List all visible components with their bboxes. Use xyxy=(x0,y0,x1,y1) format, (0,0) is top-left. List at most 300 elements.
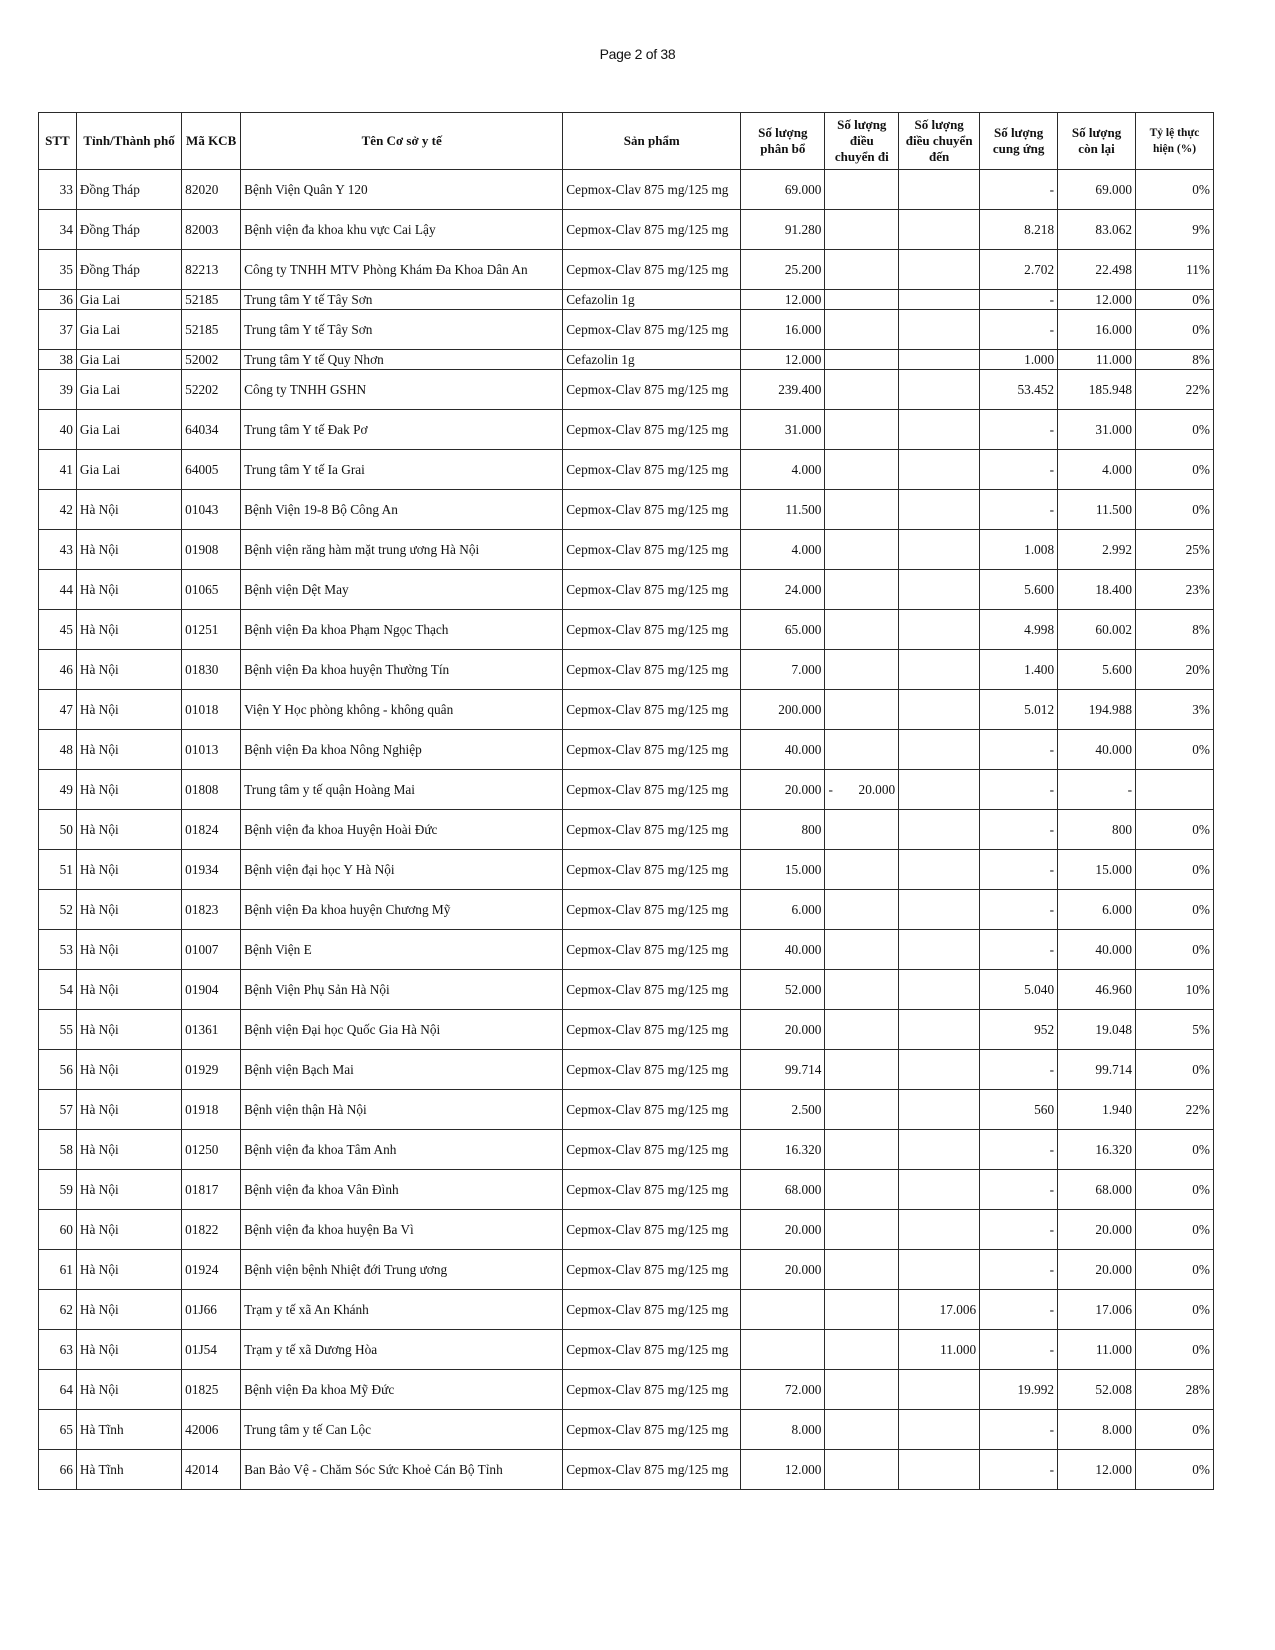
cell-product: Cepmox-Clav 875 mg/125 mg xyxy=(563,310,741,350)
cell-stt: 46 xyxy=(39,650,77,690)
cell-province: Hà Nội xyxy=(76,1250,181,1290)
cell-code: 01043 xyxy=(182,490,241,530)
table-row xyxy=(39,650,1214,690)
cell-stt: 60 xyxy=(39,1210,77,1250)
table-row xyxy=(39,930,1214,970)
cell-stt: 42 xyxy=(39,490,77,530)
table-row xyxy=(39,690,1214,730)
cell-allocated: 68.000 xyxy=(741,1170,825,1210)
cell-province: Đồng Tháp xyxy=(76,250,181,290)
cell-supplied: - xyxy=(980,1410,1058,1450)
cell-allocated: 16.320 xyxy=(741,1130,825,1170)
cell-rate: 0% xyxy=(1136,490,1214,530)
cell-rate: 10% xyxy=(1136,970,1214,1010)
table-row xyxy=(39,1250,1214,1290)
header-transfer-out: Số lượng điều chuyển đi xyxy=(825,113,899,170)
cell-code: 01007 xyxy=(182,930,241,970)
cell-transfer-in xyxy=(899,730,980,770)
cell-code: 82003 xyxy=(182,210,241,250)
cell-supplied: - xyxy=(980,1130,1058,1170)
cell-facility: Bệnh viện đa khoa Tâm Anh xyxy=(241,1130,563,1170)
cell-facility: Ban Bảo Vệ - Chăm Sóc Sức Khoẻ Cán Bộ Tỉnh xyxy=(241,1450,563,1490)
cell-province: Hà Nội xyxy=(76,1090,181,1130)
cell-allocated: 7.000 xyxy=(741,650,825,690)
cell-code: 82213 xyxy=(182,250,241,290)
cell-remaining: 40.000 xyxy=(1058,730,1136,770)
cell-transfer-out xyxy=(825,890,899,930)
cell-stt: 48 xyxy=(39,730,77,770)
cell-transfer-in: 17.006 xyxy=(899,1290,980,1330)
allocation-table xyxy=(38,112,1214,1490)
cell-allocated: 20.000 xyxy=(741,1010,825,1050)
cell-supplied: - xyxy=(980,730,1058,770)
cell-allocated: 6.000 xyxy=(741,890,825,930)
cell-product: Cepmox-Clav 875 mg/125 mg xyxy=(563,890,741,930)
cell-product: Cepmox-Clav 875 mg/125 mg xyxy=(563,810,741,850)
cell-supplied: - xyxy=(980,490,1058,530)
cell-code: 01250 xyxy=(182,1130,241,1170)
cell-facility: Bệnh viện Bạch Mai xyxy=(241,1050,563,1090)
cell-product: Cepmox-Clav 875 mg/125 mg xyxy=(563,970,741,1010)
cell-province: Hà Nội xyxy=(76,530,181,570)
cell-stt: 34 xyxy=(39,210,77,250)
cell-province: Hà Nội xyxy=(76,570,181,610)
cell-stt: 36 xyxy=(39,290,77,310)
cell-facility: Bệnh viện răng hàm mặt trung ương Hà Nội xyxy=(241,530,563,570)
cell-supplied: - xyxy=(980,1450,1058,1490)
table-row xyxy=(39,1010,1214,1050)
cell-transfer-out xyxy=(825,170,899,210)
cell-province: Đồng Tháp xyxy=(76,170,181,210)
cell-allocated: 69.000 xyxy=(741,170,825,210)
cell-transfer-out xyxy=(825,610,899,650)
cell-transfer-in: 11.000 xyxy=(899,1330,980,1370)
cell-rate: 0% xyxy=(1136,310,1214,350)
cell-transfer-out xyxy=(825,410,899,450)
cell-remaining: - xyxy=(1058,770,1136,810)
cell-transfer-in xyxy=(899,1170,980,1210)
cell-allocated: 20.000 xyxy=(741,1250,825,1290)
header-stt: STT xyxy=(39,113,77,170)
cell-product: Cefazolin 1g xyxy=(563,350,741,370)
table-row xyxy=(39,1410,1214,1450)
header-supplied: Số lượng cung ứng xyxy=(980,113,1058,170)
cell-province: Hà Nội xyxy=(76,770,181,810)
cell-facility: Bệnh viện thận Hà Nội xyxy=(241,1090,563,1130)
cell-code: 01013 xyxy=(182,730,241,770)
cell-transfer-in xyxy=(899,290,980,310)
cell-rate: 0% xyxy=(1136,1410,1214,1450)
cell-supplied: - xyxy=(980,890,1058,930)
cell-transfer-out xyxy=(825,1210,899,1250)
cell-facility: Bệnh Viện 19-8 Bộ Công An xyxy=(241,490,563,530)
cell-province: Hà Nội xyxy=(76,1210,181,1250)
table-row xyxy=(39,1170,1214,1210)
cell-product: Cepmox-Clav 875 mg/125 mg xyxy=(563,1130,741,1170)
cell-product: Cefazolin 1g xyxy=(563,290,741,310)
cell-remaining: 40.000 xyxy=(1058,930,1136,970)
cell-transfer-in xyxy=(899,1010,980,1050)
cell-facility: Trung tâm Y tế Tây Sơn xyxy=(241,290,563,310)
cell-transfer-in xyxy=(899,1370,980,1410)
cell-product: Cepmox-Clav 875 mg/125 mg xyxy=(563,770,741,810)
cell-allocated: 16.000 xyxy=(741,310,825,350)
cell-code: 01J66 xyxy=(182,1290,241,1330)
cell-province: Hà Nội xyxy=(76,490,181,530)
cell-code: 01929 xyxy=(182,1050,241,1090)
cell-rate xyxy=(1136,770,1214,810)
transfer-out-value: 20.000 xyxy=(858,781,896,797)
cell-code: 01808 xyxy=(182,770,241,810)
cell-rate: 8% xyxy=(1136,610,1214,650)
cell-transfer-in xyxy=(899,770,980,810)
cell-transfer-out xyxy=(825,530,899,570)
cell-allocated: 52.000 xyxy=(741,970,825,1010)
cell-code: 01918 xyxy=(182,1090,241,1130)
cell-product: Cepmox-Clav 875 mg/125 mg xyxy=(563,570,741,610)
cell-rate: 22% xyxy=(1136,370,1214,410)
cell-product: Cepmox-Clav 875 mg/125 mg xyxy=(563,450,741,490)
cell-transfer-in xyxy=(899,250,980,290)
cell-supplied: - xyxy=(980,930,1058,970)
cell-facility: Bệnh viện Đa khoa Nông Nghiệp xyxy=(241,730,563,770)
cell-product: Cepmox-Clav 875 mg/125 mg xyxy=(563,730,741,770)
table-row xyxy=(39,1090,1214,1130)
cell-stt: 66 xyxy=(39,1450,77,1490)
cell-stt: 57 xyxy=(39,1090,77,1130)
cell-remaining: 1.940 xyxy=(1058,1090,1136,1130)
cell-transfer-out xyxy=(825,850,899,890)
cell-transfer-out xyxy=(825,1410,899,1450)
cell-allocated: 31.000 xyxy=(741,410,825,450)
table-row xyxy=(39,370,1214,410)
cell-remaining: 2.992 xyxy=(1058,530,1136,570)
cell-remaining: 99.714 xyxy=(1058,1050,1136,1090)
cell-stt: 65 xyxy=(39,1410,77,1450)
cell-transfer-out xyxy=(825,370,899,410)
cell-rate: 0% xyxy=(1136,810,1214,850)
cell-province: Hà Nội xyxy=(76,970,181,1010)
cell-supplied: - xyxy=(980,850,1058,890)
cell-transfer-in xyxy=(899,310,980,350)
cell-supplied: 5.040 xyxy=(980,970,1058,1010)
cell-rate: 11% xyxy=(1136,250,1214,290)
table-body xyxy=(39,170,1214,1490)
cell-transfer-in xyxy=(899,810,980,850)
cell-transfer-out xyxy=(825,970,899,1010)
cell-code: 01823 xyxy=(182,890,241,930)
cell-code: 01822 xyxy=(182,1210,241,1250)
table-row xyxy=(39,770,1214,810)
cell-stt: 50 xyxy=(39,810,77,850)
cell-code: 01934 xyxy=(182,850,241,890)
header-allocated: Số lượng phân bổ xyxy=(741,113,825,170)
cell-supplied: - xyxy=(980,1170,1058,1210)
cell-allocated: 239.400 xyxy=(741,370,825,410)
cell-supplied: 952 xyxy=(980,1010,1058,1050)
cell-transfer-in xyxy=(899,170,980,210)
cell-code: 01825 xyxy=(182,1370,241,1410)
cell-facility: Trạm y tế xã Dương Hòa xyxy=(241,1330,563,1370)
cell-code: 01908 xyxy=(182,530,241,570)
table-row xyxy=(39,530,1214,570)
cell-product: Cepmox-Clav 875 mg/125 mg xyxy=(563,930,741,970)
cell-transfer-out xyxy=(825,450,899,490)
cell-supplied: - xyxy=(980,290,1058,310)
cell-province: Hà Nội xyxy=(76,1370,181,1410)
cell-province: Gia Lai xyxy=(76,410,181,450)
cell-allocated: 25.200 xyxy=(741,250,825,290)
cell-remaining: 20.000 xyxy=(1058,1250,1136,1290)
cell-rate: 0% xyxy=(1136,290,1214,310)
cell-code: 01924 xyxy=(182,1250,241,1290)
table-row xyxy=(39,570,1214,610)
table-row xyxy=(39,170,1214,210)
cell-facility: Bệnh viện bệnh Nhiệt đới Trung ương xyxy=(241,1250,563,1290)
cell-stt: 63 xyxy=(39,1330,77,1370)
table-row xyxy=(39,1330,1214,1370)
cell-rate: 0% xyxy=(1136,170,1214,210)
cell-province: Hà Nội xyxy=(76,1170,181,1210)
cell-transfer-out xyxy=(825,730,899,770)
cell-product: Cepmox-Clav 875 mg/125 mg xyxy=(563,650,741,690)
cell-product: Cepmox-Clav 875 mg/125 mg xyxy=(563,210,741,250)
cell-transfer-in xyxy=(899,690,980,730)
cell-remaining: 11.500 xyxy=(1058,490,1136,530)
cell-supplied: 5.600 xyxy=(980,570,1058,610)
cell-stt: 55 xyxy=(39,1010,77,1050)
cell-transfer-out xyxy=(825,690,899,730)
cell-remaining: 11.000 xyxy=(1058,350,1136,370)
cell-supplied: - xyxy=(980,310,1058,350)
cell-transfer-out xyxy=(825,210,899,250)
cell-allocated: 65.000 xyxy=(741,610,825,650)
cell-remaining: 194.988 xyxy=(1058,690,1136,730)
cell-remaining: 15.000 xyxy=(1058,850,1136,890)
cell-transfer-in xyxy=(899,930,980,970)
cell-stt: 54 xyxy=(39,970,77,1010)
cell-product: Cepmox-Clav 875 mg/125 mg xyxy=(563,410,741,450)
cell-rate: 9% xyxy=(1136,210,1214,250)
page-number: Page 2 of 38 xyxy=(599,46,676,62)
cell-province: Hà Tĩnh xyxy=(76,1450,181,1490)
cell-allocated: 40.000 xyxy=(741,930,825,970)
cell-rate: 0% xyxy=(1136,1290,1214,1330)
cell-stt: 45 xyxy=(39,610,77,650)
cell-product: Cepmox-Clav 875 mg/125 mg xyxy=(563,1210,741,1250)
cell-supplied: 1.400 xyxy=(980,650,1058,690)
cell-transfer-in xyxy=(899,890,980,930)
cell-supplied: 560 xyxy=(980,1090,1058,1130)
cell-code: 52002 xyxy=(182,350,241,370)
cell-rate: 0% xyxy=(1136,1450,1214,1490)
cell-stt: 52 xyxy=(39,890,77,930)
cell-facility: Trạm y tế xã An Khánh xyxy=(241,1290,563,1330)
cell-product: Cepmox-Clav 875 mg/125 mg xyxy=(563,1010,741,1050)
cell-transfer-in xyxy=(899,1410,980,1450)
cell-supplied: 4.998 xyxy=(980,610,1058,650)
header-remaining: Số lượng còn lại xyxy=(1058,113,1136,170)
cell-code: 01J54 xyxy=(182,1330,241,1370)
cell-province: Gia Lai xyxy=(76,370,181,410)
cell-transfer-in xyxy=(899,1050,980,1090)
cell-facility: Trung tâm Y tế Tây Sơn xyxy=(241,310,563,350)
table-row xyxy=(39,730,1214,770)
cell-allocated: 11.500 xyxy=(741,490,825,530)
cell-supplied: - xyxy=(980,1250,1058,1290)
cell-code: 01361 xyxy=(182,1010,241,1050)
cell-remaining: 6.000 xyxy=(1058,890,1136,930)
table-row xyxy=(39,810,1214,850)
cell-allocated: 99.714 xyxy=(741,1050,825,1090)
cell-transfer-out xyxy=(825,1370,899,1410)
cell-supplied: 5.012 xyxy=(980,690,1058,730)
cell-remaining: 11.000 xyxy=(1058,1330,1136,1370)
cell-facility: Trung tâm Y tế Đak Pơ xyxy=(241,410,563,450)
cell-facility: Viện Y Học phòng không - không quân xyxy=(241,690,563,730)
table-row xyxy=(39,490,1214,530)
cell-rate: 22% xyxy=(1136,1090,1214,1130)
cell-allocated: 2.500 xyxy=(741,1090,825,1130)
cell-allocated: 20.000 xyxy=(741,1210,825,1250)
cell-allocated: 12.000 xyxy=(741,290,825,310)
cell-province: Hà Nội xyxy=(76,810,181,850)
cell-facility: Bệnh viện đa khoa Vân Đình xyxy=(241,1170,563,1210)
cell-allocated: 4.000 xyxy=(741,530,825,570)
cell-product: Cepmox-Clav 875 mg/125 mg xyxy=(563,1290,741,1330)
cell-rate: 0% xyxy=(1136,1130,1214,1170)
cell-code: 64005 xyxy=(182,450,241,490)
cell-supplied: 2.702 xyxy=(980,250,1058,290)
cell-province: Hà Nội xyxy=(76,1050,181,1090)
cell-transfer-in xyxy=(899,1090,980,1130)
cell-remaining: 16.320 xyxy=(1058,1130,1136,1170)
cell-transfer-out xyxy=(825,930,899,970)
cell-supplied: - xyxy=(980,1290,1058,1330)
cell-rate: 20% xyxy=(1136,650,1214,690)
cell-remaining: 185.948 xyxy=(1058,370,1136,410)
table-header-row xyxy=(39,113,1214,170)
cell-transfer-out xyxy=(825,1250,899,1290)
table-row xyxy=(39,1370,1214,1410)
cell-transfer-out xyxy=(825,1450,899,1490)
cell-facility: Bệnh viện đa khoa Huyện Hoài Đức xyxy=(241,810,563,850)
cell-facility: Bệnh viện đa khoa khu vực Cai Lậy xyxy=(241,210,563,250)
cell-transfer-out xyxy=(825,1050,899,1090)
cell-remaining: 8.000 xyxy=(1058,1410,1136,1450)
cell-allocated: 800 xyxy=(741,810,825,850)
cell-allocated: 72.000 xyxy=(741,1370,825,1410)
cell-product: Cepmox-Clav 875 mg/125 mg xyxy=(563,1250,741,1290)
cell-transfer-in xyxy=(899,1210,980,1250)
cell-stt: 53 xyxy=(39,930,77,970)
cell-transfer-out xyxy=(825,570,899,610)
cell-supplied: - xyxy=(980,170,1058,210)
cell-rate: 0% xyxy=(1136,1050,1214,1090)
cell-transfer-out xyxy=(825,650,899,690)
cell-transfer-in xyxy=(899,490,980,530)
cell-remaining: 46.960 xyxy=(1058,970,1136,1010)
cell-code: 01824 xyxy=(182,810,241,850)
cell-supplied: - xyxy=(980,410,1058,450)
cell-stt: 33 xyxy=(39,170,77,210)
table-row xyxy=(39,850,1214,890)
cell-province: Hà Nội xyxy=(76,690,181,730)
cell-remaining: 12.000 xyxy=(1058,290,1136,310)
table-row xyxy=(39,1450,1214,1490)
cell-transfer-out xyxy=(825,1330,899,1370)
cell-remaining: 19.048 xyxy=(1058,1010,1136,1050)
cell-code: 01018 xyxy=(182,690,241,730)
cell-transfer-out xyxy=(825,250,899,290)
cell-code: 52202 xyxy=(182,370,241,410)
cell-code: 42014 xyxy=(182,1450,241,1490)
cell-province: Gia Lai xyxy=(76,450,181,490)
cell-code: 01830 xyxy=(182,650,241,690)
cell-facility: Trung tâm Y tế Ia Grai xyxy=(241,450,563,490)
cell-facility: Công ty TNHH GSHN xyxy=(241,370,563,410)
cell-code: 82020 xyxy=(182,170,241,210)
table-row xyxy=(39,290,1214,310)
cell-product: Cepmox-Clav 875 mg/125 mg xyxy=(563,1170,741,1210)
cell-facility: Trung tâm y tế quận Hoàng Mai xyxy=(241,770,563,810)
cell-allocated: 40.000 xyxy=(741,730,825,770)
cell-stt: 44 xyxy=(39,570,77,610)
cell-allocated: 200.000 xyxy=(741,690,825,730)
cell-supplied: 19.992 xyxy=(980,1370,1058,1410)
table-row xyxy=(39,410,1214,450)
cell-stt: 58 xyxy=(39,1130,77,1170)
cell-product: Cepmox-Clav 875 mg/125 mg xyxy=(563,1330,741,1370)
table-row xyxy=(39,310,1214,350)
cell-remaining: 5.600 xyxy=(1058,650,1136,690)
cell-transfer-in xyxy=(899,1450,980,1490)
cell-facility: Bệnh viện Dệt May xyxy=(241,570,563,610)
cell-supplied: 53.452 xyxy=(980,370,1058,410)
table-row xyxy=(39,890,1214,930)
table-row xyxy=(39,450,1214,490)
cell-product: Cepmox-Clav 875 mg/125 mg xyxy=(563,490,741,530)
cell-code: 01904 xyxy=(182,970,241,1010)
cell-remaining: 17.006 xyxy=(1058,1290,1136,1330)
cell-province: Hà Nội xyxy=(76,1330,181,1370)
cell-transfer-out xyxy=(825,350,899,370)
cell-code: 64034 xyxy=(182,410,241,450)
cell-product: Cepmox-Clav 875 mg/125 mg xyxy=(563,1410,741,1450)
cell-allocated: 20.000 xyxy=(741,770,825,810)
cell-code: 42006 xyxy=(182,1410,241,1450)
cell-transfer-in xyxy=(899,210,980,250)
cell-rate: 0% xyxy=(1136,1330,1214,1370)
cell-transfer-in xyxy=(899,610,980,650)
cell-rate: 25% xyxy=(1136,530,1214,570)
cell-stt: 62 xyxy=(39,1290,77,1330)
cell-stt: 40 xyxy=(39,410,77,450)
cell-province: Hà Nội xyxy=(76,1010,181,1050)
cell-transfer-in xyxy=(899,450,980,490)
table-row xyxy=(39,1050,1214,1090)
cell-transfer-out xyxy=(825,1290,899,1330)
table-row xyxy=(39,1130,1214,1170)
cell-transfer-out xyxy=(825,490,899,530)
cell-code: 01817 xyxy=(182,1170,241,1210)
cell-remaining: 83.062 xyxy=(1058,210,1136,250)
cell-allocated xyxy=(741,1290,825,1330)
cell-transfer-in xyxy=(899,650,980,690)
cell-transfer-in xyxy=(899,350,980,370)
table-row xyxy=(39,970,1214,1010)
cell-facility: Bệnh Viện Phụ Sản Hà Nội xyxy=(241,970,563,1010)
